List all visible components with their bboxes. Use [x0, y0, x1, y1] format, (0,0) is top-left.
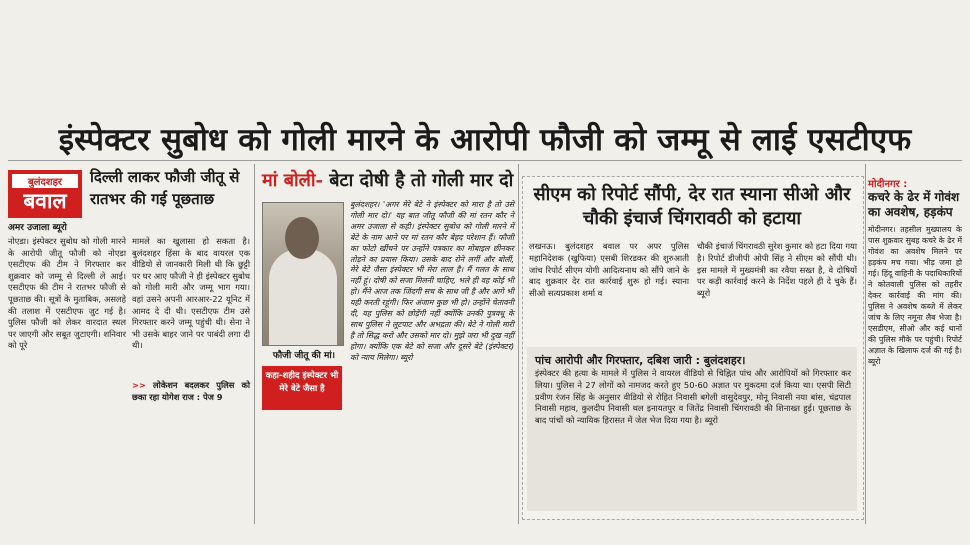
story-title: कचरे के ढेर में गोवंश का अवशेष, हड़कंप	[868, 190, 960, 219]
byline: अमर उजाला ब्यूरो	[8, 223, 67, 233]
story-stf-interrogation	[8, 164, 250, 534]
mother-photo	[262, 202, 344, 346]
column-divider	[865, 164, 866, 524]
continuation-arrow-icon: >>	[132, 380, 154, 390]
badge-top-label: बुलंदशहर	[12, 174, 78, 188]
title-black-part: बेटा दोषी है तो गोली मार दो	[329, 170, 514, 191]
badge-main-label: बवाल	[23, 189, 67, 213]
story-body-right: चौकी इंचार्ज चिंगरावठी सुरेश कुमार को हटा दिया गया है। रिपोर्ट डीजीपी ओपी सिंह ने सीएम को सौंपी थी। इस मामले में मुख्यमंत्री का रवैया सख्त है, वे दोषियों पर कड़ी कार्रवाई करने के निर्देश पहले ही दे चुके हैं। ब्यूरो	[697, 241, 857, 299]
story-body-right: मामले का खुलासा हो सकता है। बुलंदशहर हिंसा के बाद वायरल एक वीडियो से जानकारी मिली थी कि छुट्टी पर घर आए फौजी ने ही इंस्पेक्टर सुबोध को गोली मारी और जम्मू भाग गया। वहां उसने अपनी आरआर-22 यूनिट में आमद दे दी थी। एसटीएफ टीम उसे गिरफ्तार करने जम्मू पहुंची थी। सेना ने भी उसके बाहर जाने पर पाबंदी लगा दी थी।	[132, 236, 250, 351]
story-place: मोदीनगर :	[868, 179, 908, 190]
story-body-mother: बुलंदशहर। 'अगर मेरे बेटे ने इंस्पेक्टर को मारा है तो उसे गोली मार दो।' यह बात जीतू फौजी की मां रतन कौर ने अमर उजाला से कही। इंस्पेक्टर सुबोध को गोली मारने में बेटे के नाम आने पर मां रतन कौर बेहद परेशान हैं। फौजी का फोटो खींचने पर उन्होंने पत्रकार का मोबाइल छीनकर तोड़ने का प्रयास किया। उसके बाद रोने लगीं और बोलीं, मेरे बेटे जैसा इंस्पेक्टर भी मेरा लाल है। मैं गलत के साथ नहीं हूं। दोषी को सजा मिलनी चाहिए, भले ही वह कोई भी हो। मैंने आज तक जिंदगी सच के साथ जी है और आगे भी यही करती रहूंगी। फिर अंजाम कुछ भी हो। उन्होंने चेतावनी दी, यह पुलिस को छोड़ेंगी नहीं क्योंकि उनकी पुत्रवधू के साथ पुलिस ने लूटपाट और अभद्रता की। बेटे ने गोली मारी है तो सिद्ध करो और उसको मार दो। मुझे जरा भी दुख नहीं होगा। क्योंकि एक बेटे को सजा और दूसरे बेटे (इंस्पेक्टर) को न्याय मिलेगा। ब्यूरो	[350, 200, 514, 362]
headline-divider	[8, 160, 962, 161]
column-divider	[254, 164, 255, 524]
arrests-heading: पांच आरोपी और गिरफ्तार, दबिश जारी : बुलंदशहर।	[535, 354, 746, 367]
continuation-note	[132, 380, 250, 403]
story-cow-remains	[868, 176, 962, 516]
photo-caption: फौजी जीतू की मां।	[272, 351, 336, 361]
title-red-part: मां बोली-	[262, 170, 323, 191]
story-body-left: लखनऊ। बुलंदशहर बवाल पर अपर पुलिस महानिदेशक (खुफिया) एसबी शिरडकर की शुरुआती जांच रिपोर्ट सीएम योगी आदित्यनाथ को सौंपे जाने के बाद शुक्रवार देर रात कार्रवाई शुरू हो गई। स्याना सीओ सत्यप्रकाश शर्मा व	[529, 241, 689, 299]
story-title: दिल्ली लाकर फौजी जीतू से रातभर की गई पूछताछ	[90, 168, 240, 208]
arrests-body: इंस्पेक्टर की हत्या के मामले में पुलिस ने वायरल वीडियो से चिह्नित पांच और आरोपियों को गिरफ्तार कर लिया। पुलिस ने 27 लोगों को नामजद करते हुए 50-60 अज्ञात पर मुकदमा दर्ज किया था। एसपी सिटी प्रवीण रंजन सिंह के अनुसार वीडियो से रोहित निवासी बगेली वासुदेवपुर, मोनू निवासी नया बांस, चंद्रपाल निवासी महाव, कुलदीप निवासी थल इनायतपुर व जितेंद्र निवासी चिंगरावठी की शिनाख्त हुई। पूछताछ के बाद पांचों को न्यायिक हिरासत में जेल भेज दिया गया है। ब्यूरो	[535, 368, 851, 426]
main-headline: इंस्पेक्टर सुबोध को गोली मारने के आरोपी फौजी को जम्मू से लाई एसटीएफ	[58, 122, 912, 158]
story-title-mother	[262, 168, 512, 192]
story-body-left: नोएडा। इंस्पेक्टर सुबोध को गोली मारने के आरोपी जीतू फौजी को नोएडा एसटीएफ की टीम ने गिरफ्तार कर शुक्रवार को जम्मू से दिल्ली ले आई। एसटीएफ की टीम ने रातभर फौजी से पूछताछ की। सूत्रों के मुताबिक, असलहे की तलाश में एसटीएफ जुट गई है। पुलिस फौजी को लेकर वारदात स्थल पर जाएगी और सबूत जुटाएगी। शनिवार को पूरे	[8, 236, 126, 351]
arrests-box	[527, 347, 857, 511]
section-badge	[8, 170, 82, 218]
story-cm-report	[522, 176, 864, 520]
story-body: मोदीनगर। तहसील मुख्यालय के पास शुक्रवार सुबह कचरे के ढेर में गोवंश का अवशेष मिलने पर हड़कंप मच गया। भीड़ जमा हो गई। हिंदू वाहिनी के पदाधिकारियों ने कोतवाली पुलिस को तहरीर देकर कार्रवाई की मांग की। पुलिस ने अवशेष कब्जे में लेकर जांच के लिए नमूना लैब भेजा है। एसडीएम, सीओ और कई थानों की पुलिस मौके पर पहुंची। रिपोर्ट अज्ञात के खिलाफ दर्ज की गई है। ब्यूरो	[868, 225, 962, 366]
column-divider	[518, 164, 519, 524]
continuation-text: लोकेशन बदलकर पुलिस को छका रहा योगेश राज : पेज 9	[132, 380, 250, 402]
story-title: सीएम को रिपोर्ट सौंपी, देर रात स्याना सीओ और चौकी इंचार्ज चिंगरावठी को हटाया	[533, 184, 851, 229]
quote-box: कहा-शहीद इंस्पेक्टर भी मेरे बेटे जैसा है	[262, 366, 342, 410]
